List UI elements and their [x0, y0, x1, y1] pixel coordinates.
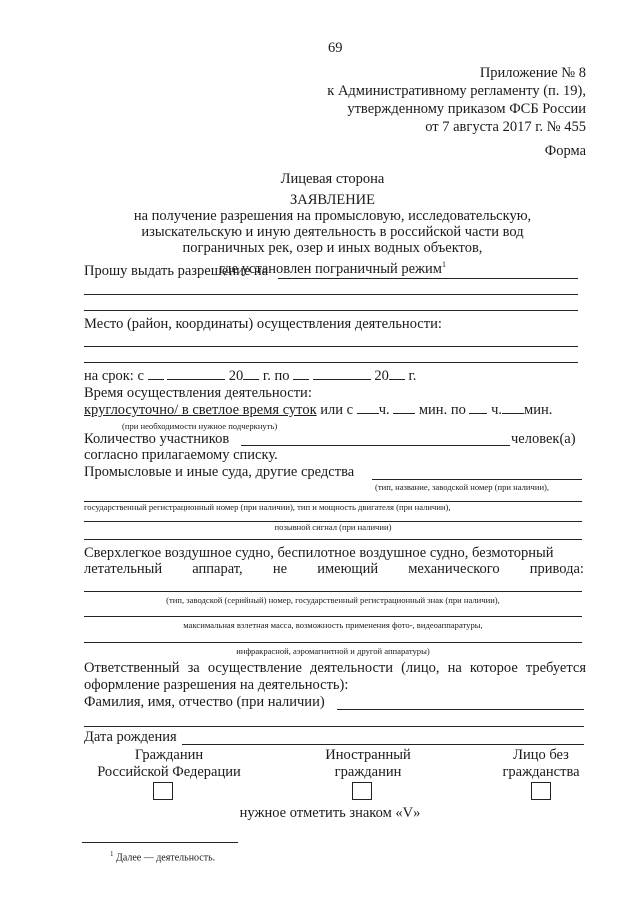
citizenship-stateless-label2: гражданства	[502, 764, 580, 780]
term-to-day-field[interactable]	[293, 368, 309, 380]
subtitle-line3: пограничных рек, озер и иных водных объектов,	[182, 240, 483, 256]
vessels-field[interactable]	[372, 479, 582, 480]
term-to-year-field[interactable]	[389, 368, 405, 380]
birth-label: Дата рождения	[84, 729, 177, 745]
term-to-month-field[interactable]	[313, 368, 371, 380]
place-field-line1[interactable]	[84, 346, 578, 347]
aircraft-hint2: максимальная взлетная масса, возможность применения фото-, видеоаппаратуры,	[183, 620, 483, 630]
citizenship-stateless-checkbox[interactable]	[531, 782, 551, 800]
vessels-label: Промысловые и иные суда, другие средства	[84, 464, 355, 480]
side-label: Лицевая сторона	[280, 171, 385, 187]
citizenship-rf-label2: Российской Федерации	[97, 764, 241, 780]
aircraft-field-line2[interactable]	[84, 616, 582, 617]
appendix-line4: от 7 августа 2017 г. № 455	[425, 119, 586, 135]
time-options-text[interactable]: круглосуточно/ в светлое время суток	[84, 402, 317, 418]
appendix-line1: Приложение № 8	[479, 65, 586, 81]
aircraft-line2: летательный аппарат, не имеющий механического привода:	[84, 561, 584, 577]
citizenship-foreign-label2: гражданин	[334, 764, 402, 780]
time-to-hour-field[interactable]	[469, 402, 487, 414]
citizenship-foreign-checkbox[interactable]	[352, 782, 372, 800]
term-from-day-field[interactable]	[148, 368, 164, 380]
term-row	[84, 368, 416, 385]
footnote-text: Далее — деятельность.	[116, 852, 216, 864]
citizenship-stateless-label1: Лицо без	[513, 747, 569, 763]
responsible-line2: оформление разрешения на деятельность):	[84, 677, 349, 693]
aircraft-hint1: (тип, заводской (серийный) номер, государственный регистрационный знак (при наличии),	[166, 595, 500, 605]
term-prefix: на срок: с	[84, 368, 144, 384]
subtitle-line1: на получение разрешения на промысловую, исследовательскую,	[133, 208, 532, 224]
participants-note: согласно прилагаемому списку.	[84, 447, 278, 463]
place-label: Место (район, координаты) осуществления деятельности:	[84, 316, 442, 332]
responsible-line1: Ответственный за осуществление деятельности (лицо, на которое требуется	[84, 660, 586, 676]
term-suffix: г.	[408, 368, 417, 384]
birth-field[interactable]	[182, 744, 584, 745]
appendix-line2: к Административному регламенту (п. 19),	[327, 83, 586, 99]
vessels-hint3: позывной сигнал (при наличии)	[274, 522, 392, 532]
aircraft-line1: Сверхлегкое воздушное судно, беспилотное воздушное судно, безмоторный	[84, 545, 554, 561]
vessels-hint1: (тип, название, заводской номер (при наличии),	[375, 482, 550, 492]
appendix-line3: утвержденному приказом ФСБ России	[347, 101, 586, 117]
footnote: $^1$ Далее — деятельность.	[110, 850, 216, 864]
aircraft-field-line3[interactable]	[84, 642, 582, 643]
subtitle-line4: где установлен пограничный режим$^1$	[218, 260, 446, 277]
term-from-month-field[interactable]	[167, 368, 225, 380]
time-to-min-field[interactable]	[502, 402, 524, 414]
form-label: Форма	[544, 143, 586, 159]
citizenship-rf-label1: Гражданин	[134, 747, 204, 763]
mark-hint: нужное отметить знаком «V»	[239, 805, 421, 821]
citizenship-foreign-label1: Иностранный	[325, 747, 411, 763]
term-from-year-field[interactable]	[243, 368, 259, 380]
place-field-line2[interactable]	[84, 362, 578, 363]
time-from-min-field[interactable]	[393, 402, 415, 414]
request-field[interactable]	[278, 278, 578, 279]
document-title: ЗАЯВЛЕНИЕ	[289, 192, 376, 208]
vessels-hint2: государственный регистрационный номер (при наличии), тип и мощность двигателя (при наличии),	[84, 502, 451, 512]
term-middle: г. по	[262, 368, 290, 384]
time-label: Время осуществления деятельности:	[84, 385, 312, 401]
subtitle-line2: изыскательскую и иную деятельность в российской части вод	[141, 224, 524, 240]
time-from-hour-field[interactable]	[357, 402, 379, 414]
request-field-line3[interactable]	[84, 310, 578, 311]
participants-field[interactable]	[241, 445, 510, 446]
time-hint: (при необходимости нужное подчеркнуть)	[122, 421, 278, 431]
page-number: 69	[328, 40, 343, 56]
aircraft-hint3: инфракрасной, аэромагнитной и другой аппаратуры)	[236, 646, 430, 656]
footnote-divider	[82, 842, 238, 843]
participants-label: Количество участников	[84, 431, 230, 447]
citizenship-rf-checkbox[interactable]	[153, 782, 173, 800]
footnote-ref: 1	[442, 260, 446, 269]
time-options-row: круглосуточно/ в светлое время суток или с ч. мин. по ч. мин.	[84, 402, 553, 418]
vessels-field-line4[interactable]	[84, 539, 582, 540]
aircraft-field-line1[interactable]	[84, 591, 582, 592]
term-year2: 20	[374, 368, 389, 384]
fio-field-line2[interactable]	[84, 726, 584, 727]
request-label: Прошу выдать разрешение на	[84, 263, 269, 279]
participants-suffix: человек(а)	[511, 431, 576, 447]
fio-label: Фамилия, имя, отчество (при наличии)	[84, 694, 325, 710]
fio-field[interactable]	[337, 709, 584, 710]
term-year1: 20	[228, 368, 244, 384]
request-field-line2[interactable]	[84, 294, 578, 295]
